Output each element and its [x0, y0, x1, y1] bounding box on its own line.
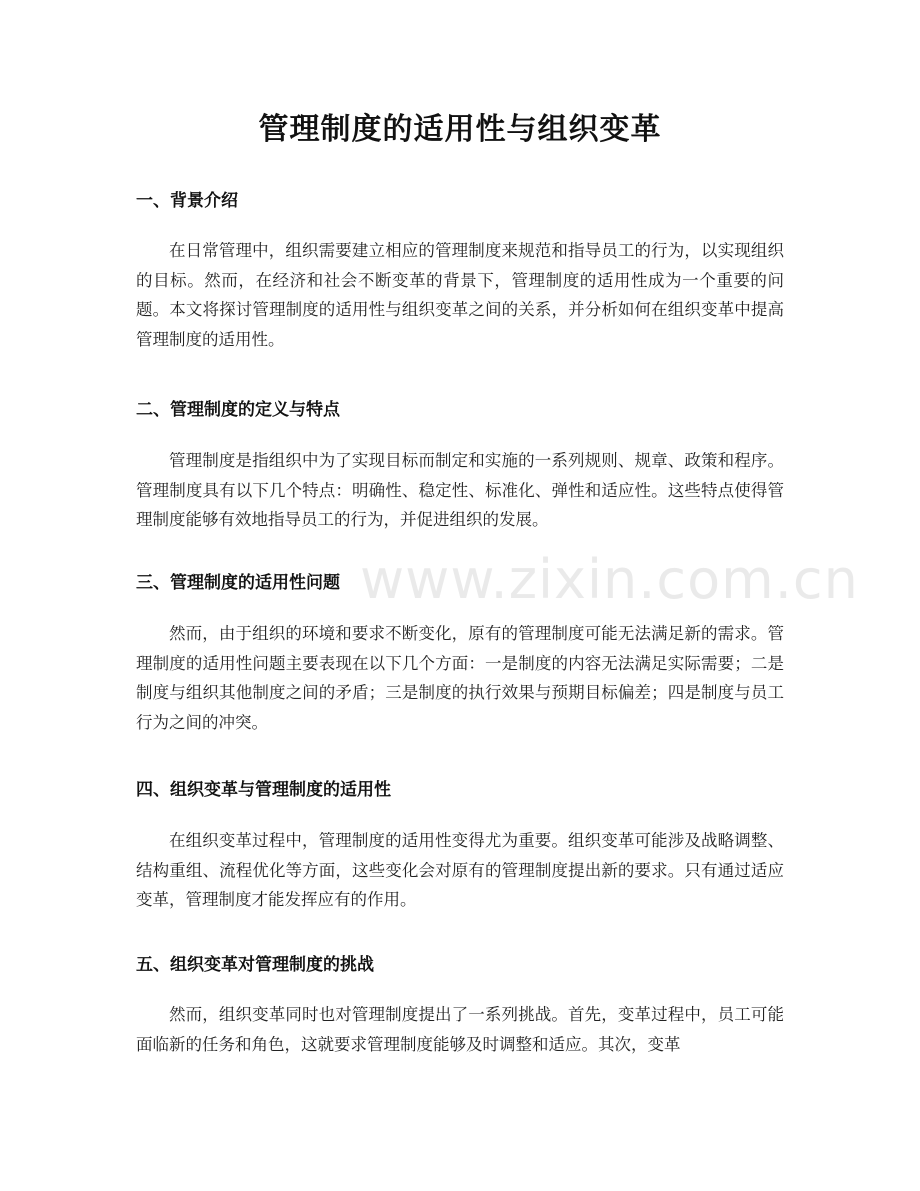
section-paragraph-5: 然而，组织变革同时也对管理制度提出了一系列挑战。首先，变革过程中，员工可能面临新的任务和角色，这就要求管理制度能够及时调整和适应。其次，变革 [136, 1005, 784, 1054]
section-paragraph-3: 然而，由于组织的环境和要求不断变化，原有的管理制度可能无法满足新的需求。管理制度的适用性问题主要表现在以下几个方面：一是制度的内容无法满足实际需要；二是制度与组织其他制度之间的矛盾；三是制度的执行效果与预期目标偏差；四是制度与员工行为之间的冲突。 [136, 624, 784, 733]
section-paragraph-2: 管理制度是指组织中为了实现目标而制定和实施的一系列规则、规章、政策和程序。管理制度具有以下几个特点：明确性、稳定性、标准化、弹性和适应性。这些特点使得管理制度能够有效地指导员工的行为，并促进组织的发展。 [136, 451, 784, 530]
section-heading-3: 三、管理制度的适用性问题 [136, 573, 340, 593]
page-title: 管理制度的适用性与组织变革 [258, 112, 662, 147]
section-heading-5: 五、组织变革对管理制度的挑战 [136, 955, 374, 975]
section-heading-4: 四、组织变革与管理制度的适用性 [136, 780, 391, 800]
section-heading-1: 一、背景介绍 [136, 191, 238, 211]
section-paragraph-1: 在日常管理中，组织需要建立相应的管理制度来规范和指导员工的行为，以实现组织的目标。然而，在经济和社会不断变革的背景下，管理制度的适用性成为一个重要的问题。本文将探讨管理制度的适用性与组织变革之间的关系，并分析如何在组织变革中提高管理制度的适用性。 [136, 241, 784, 350]
section-heading-2: 二、管理制度的定义与特点 [136, 400, 340, 420]
watermark: www.zixin.com.cn [360, 548, 859, 611]
section-paragraph-4: 在组织变革过程中，管理制度的适用性变得尤为重要。组织变革可能涉及战略调整、结构重组、流程优化等方面，这些变化会对原有的管理制度提出新的要求。只有通过适应变革，管理制度才能发挥应有的作用。 [136, 831, 784, 910]
